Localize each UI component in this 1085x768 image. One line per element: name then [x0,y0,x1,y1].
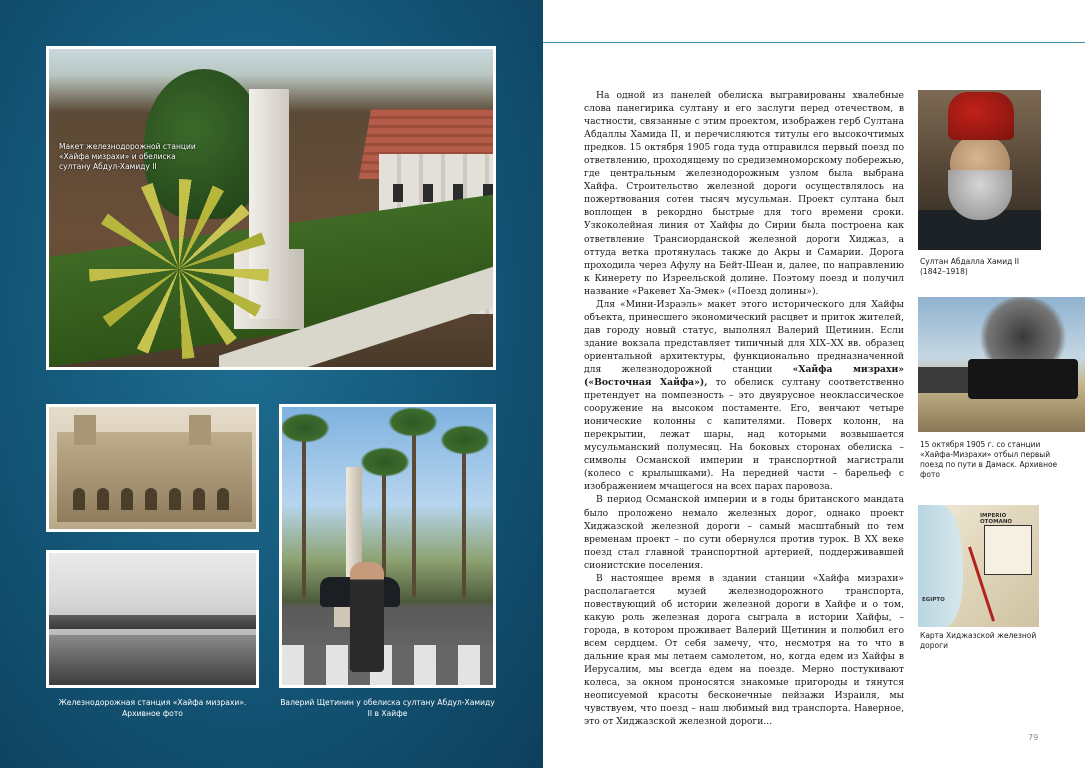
steam-train-photo [918,297,1085,432]
paragraph: На одной из панелей обелиска выгравированы хвалебные слова панегирика султану и его заслуги перед отечеством, в частности, связанные с этим проектом, изображен герб Султана Абдаллы Хамида II, и перечисляются титулы его высокочтимых предков. 15 октября 1905 года туда отправился первый поезд по ответвлению, проходящему по средиземноморскому побережью, где центральным железнодорожным узлом была выбрана Хайфа. Строительство железной дороги осуществлялось на пожертвования сотен тысяч мусульман. Проект султана был воплощен в рекордно быстрые для того времени сроки. Узкоколейная линия от Хайфы до Сирии была построена как ответвление Трансиорданской железной дороги Хиджаз, а оттуда ветка протянулась также до Акры и Самарии. Дорога проходила через Афулу на Бейт-Шеан и, далее, по направлению к Кинерету по Изреельской долине. Поэтому поезд и получил название «Ракевет Ха-Эмек» («Поезд долины»). [584,90,904,297]
old-station-photo [46,404,259,532]
model-station-photo [46,46,496,370]
map-label-top: IMPERIO OTOMANO [980,513,1013,525]
fez-hat [948,92,1014,140]
paragraph: Для «Мини-Израэль» макет этого исторического для Хайфы объекта, принесшего экономический расцвет и приток жителей, дав городу новый статус, выполнял Валерий Щетинин. Если здание вокзала представляет типичный для XIX–XX вв. образец ориентальной архитектуры, функционально предназначенной для железнодорожной станции «Хайфа мизрахи» («Восточная Хайфа»), то обелиск султану соответственно претендует на помпезность – это двуярусное неоклассическое сооружение на высоком постаменте. Его, венчают четыре ионические колонны с капителями. Поверх колонн, на перекрытии, лежат шары, над которыми возвышается мусульманский полумесяц. На боковых сторонах обелиска – символы Османской империи и транспортной магистрали (колесо с крылышками). На передней части – барельеф с изображением мчащегося на всех парах паровоза. [584,298,905,493]
old-station-caption: Железнодорожная станция «Хайфа мизрахи». Архивное фото [58,698,247,718]
map-label-egypt: EGIPTO [922,597,945,603]
portrait-caption: Султан Абдалла Хамид II (1842–1918) [920,257,1020,276]
page-number: 79 [1028,733,1039,742]
person-figure [350,562,384,672]
obelisk-person-photo [279,404,496,688]
paragraph: В настоящее время в здании станции «Хайфа мизрахи» располагается музей железнодорожного транспорта, повествующий об истории железной дороги в Хайфе и о том, какую роль железная дорога сыграла в истории Хайфы, – города, в котором проживает Валерий Щетинин и полюбил его всем сердцем. От себя замечу, что, несмотря на то что в дальние края мы летаем самолетом, но, когда едем из Хайфы в Иерусалим, мы всегда едем на поезде. Мерно постукивают колеса, за окном проносятся знакомые пригороды и тянутся неописуемой красоты бесконечные пейзажи Израиля, мы чувствуем, что поезд – наш любимый вид транспорта. Наверное, это от Хиджазской железной дороги... [584,572,904,728]
model-photo-caption: Макет железнодорожной станции «Хайфа мизрахи» и обелиска султану Абдул-Хамиду II [59,142,196,171]
article-body [584,89,904,728]
train-caption: 15 октября 1905 г. со станции «Хайфа-Мизрахи» отбыл первый поезд по пути в Дамаск. Архивное фото [920,440,1058,479]
header-rule [543,42,1085,43]
sultan-portrait [918,90,1041,250]
old-harbour-photo [46,550,259,688]
obelisk-photo-caption: Валерий Щетинин у обелиска султану Абдул-Хамиду II в Хайфе [280,698,495,718]
paragraph: В период Османской империи и в годы британского мандата было проложено немало железных дорог, однако проект Хиджазской железной дороги – самый масштабный по тем временам проект – по сути обернулся против турок. В XX веке поезд стал главной транспортной артерией, поддерживавшей сионистские поселения. [584,494,904,571]
map-caption: Карта Хиджазской железной дороги [920,631,1037,650]
hejaz-railway-map [918,505,1039,627]
map-inset [984,525,1032,575]
station-name-bold: «Хайфа мизрахи» («Восточная Хайфа»), [584,363,905,389]
